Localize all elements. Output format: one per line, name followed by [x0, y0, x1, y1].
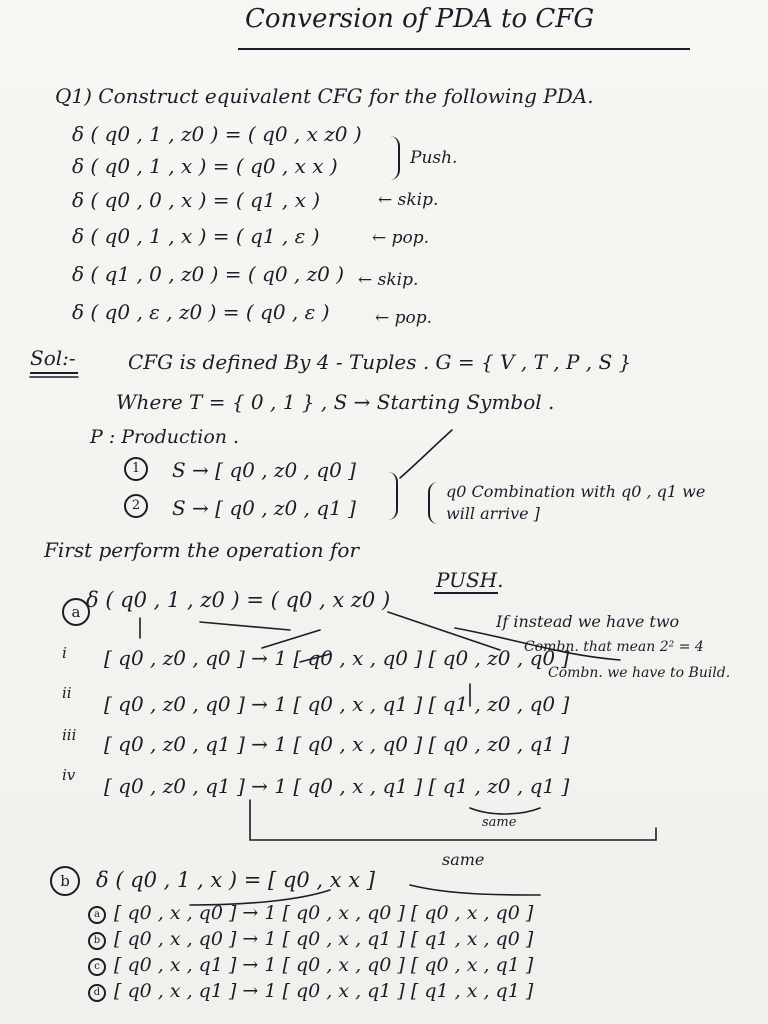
transition-line: δ ( q0 , ε , z0 ) = ( q0 , ε ) — [72, 300, 330, 324]
annotation-line: Combn. that mean 2² = 4 — [524, 639, 704, 655]
combination-note: will arrive ] — [446, 504, 540, 523]
derivation-row: [ q0 , x , q1 ] → 1 [ q0 , x , q0 ] [ q0 , x , q1 ] — [114, 954, 534, 976]
annotation-line: Combn. we have to Build. — [548, 665, 731, 681]
transition-line: δ ( q0 , 0 , x ) = ( q1 , x ) — [72, 188, 321, 212]
derivation-row: [ q0 , z0 , q0 ] → 1 [ q0 , x , q1 ] [ q1 , z0 , q0 ] — [104, 692, 570, 716]
solution-line: Where T = { 0 , 1 } , S → Starting Symbol . — [116, 390, 555, 414]
skip-note: ← skip. — [358, 270, 419, 290]
derivation-row: [ q0 , z0 , q1 ] → 1 [ q0 , x , q1 ] [ q1 , z0 , q1 ] — [104, 774, 570, 798]
part-b-label: b — [50, 866, 80, 896]
production-number: 2 — [124, 494, 148, 518]
row-number: ii — [62, 684, 72, 702]
derivation-row: [ q0 , z0 , q1 ] → 1 [ q0 , x , q0 ] [ q0 , z0 , q1 ] — [104, 732, 570, 756]
page-title: Conversion of PDA to CFG — [245, 4, 595, 34]
same-note: same — [442, 850, 485, 869]
part-a-label: a — [62, 598, 90, 626]
production-rule: S → [ q0 , z0 , q0 ] — [172, 458, 356, 482]
solution-line: P : Production . — [90, 426, 240, 448]
solution-line: CFG is defined By 4 - Tuples . G = { V , T , P , S } — [128, 350, 632, 374]
combination-note: q0 Combination with q0 , q1 we — [446, 482, 706, 501]
question-text: Q1) Construct equivalent CFG for the following PDA. — [55, 84, 594, 108]
row-number: c — [88, 958, 106, 976]
derivation-row: [ q0 , x , q0 ] → 1 [ q0 , x , q1 ] [ q1 , x , q0 ] — [114, 928, 534, 950]
row-number: iii — [62, 726, 77, 744]
production-number: 1 — [124, 457, 148, 481]
transition-line: δ ( q0 , 1 , z0 ) = ( q0 , x z0 ) — [72, 122, 362, 146]
derivation-row: [ q0 , x , q0 ] → 1 [ q0 , x , q0 ] [ q0 , x , q0 ] — [114, 902, 534, 924]
production-rule: S → [ q0 , z0 , q1 ] — [172, 496, 356, 520]
derivation-row: [ q0 , z0 , q0 ] → 1 [ q0 , x , q0 ] [ q0 , z0 , q0 ] — [104, 646, 570, 670]
skip-note: ← skip. — [378, 190, 439, 210]
row-number: b — [88, 932, 106, 950]
derivation-row: [ q0 , x , q1 ] → 1 [ q0 , x , q1 ] [ q1 , x , q1 ] — [114, 980, 534, 1002]
push-heading: PUSH. — [436, 568, 504, 592]
pop-note: ← pop. — [372, 228, 430, 248]
row-number: a — [88, 906, 106, 924]
row-number: i — [62, 644, 67, 662]
transition-line: δ ( q1 , 0 , z0 ) = ( q0 , z0 ) — [72, 262, 345, 286]
solution-label: Sol:- — [30, 346, 76, 370]
transition-line: δ ( q0 , 1 , x ) = ( q0 , x x ) — [72, 154, 338, 178]
push-note: Push. — [410, 148, 458, 168]
same-note: same — [482, 815, 517, 830]
row-number: iv — [62, 766, 76, 784]
row-number: d — [88, 984, 106, 1002]
part-a-header: δ ( q0 , 1 , z0 ) = ( q0 , x z0 ) — [86, 588, 391, 612]
transition-line: δ ( q0 , 1 , x ) = ( q1 , ε ) — [72, 224, 320, 248]
pop-note: ← pop. — [375, 308, 433, 328]
first-perform-text: First perform the operation for — [44, 538, 360, 562]
annotation-line: If instead we have two — [496, 612, 680, 631]
part-b-header: δ ( q0 , 1 , x ) = [ q0 , x x ] — [96, 868, 375, 892]
